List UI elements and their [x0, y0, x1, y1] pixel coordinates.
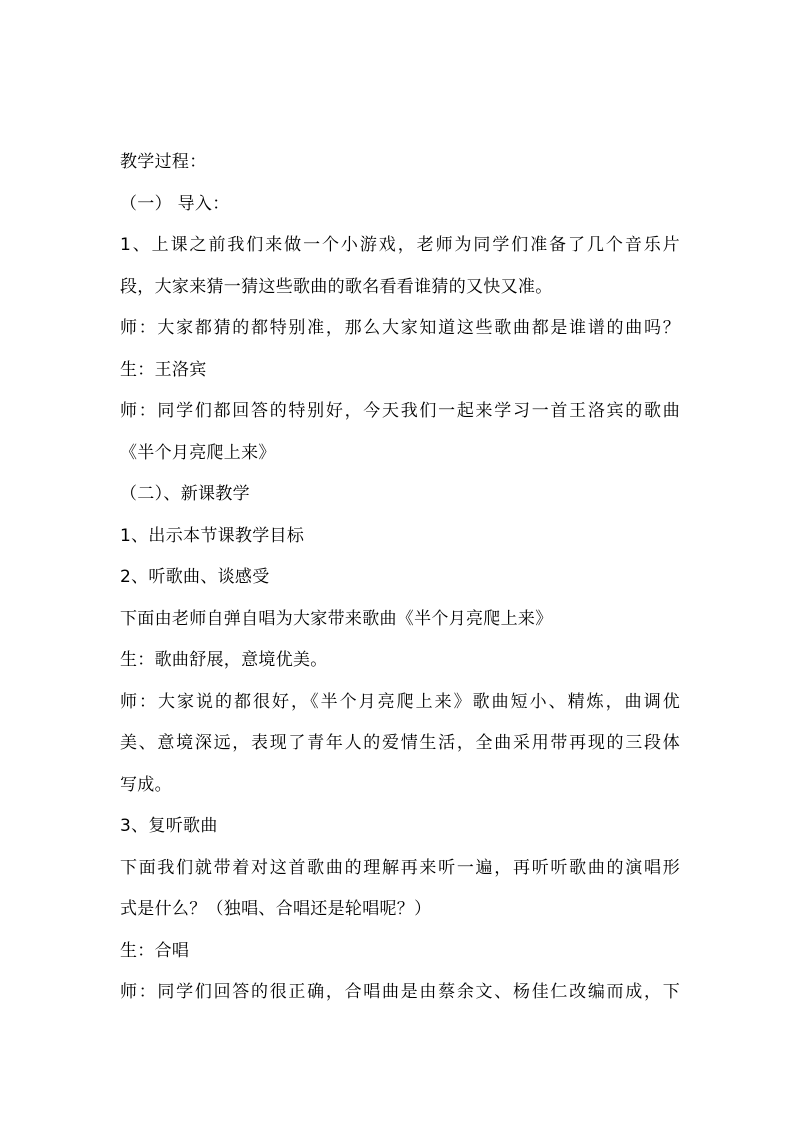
paragraph-line: 师：同学们回答的很正确，合唱曲是由蔡余文、杨佳仁改编而成，下 — [120, 982, 680, 1002]
subsection-heading-new-lesson: （二）、新课教学 — [120, 484, 250, 504]
paragraph-line: 下面由老师自弹自唱为大家带来歌曲《半个月亮爬上来》 — [120, 608, 553, 629]
subsection-heading-intro: （一） 导入： — [120, 193, 230, 214]
paragraph-line: 式是什么？（独唱、合唱还是轮唱呢？） — [120, 899, 432, 919]
paragraph-line: 1、上课之前我们来做一个小游戏，老师为同学们准备了几个音乐片 — [120, 235, 680, 255]
paragraph-line: 师：同学们都回答的特别好，今天我们一起来学习一首王洛宾的歌曲 — [120, 401, 680, 421]
paragraph-line: 生：合唱 — [120, 940, 190, 961]
paragraph-line: 段，大家来猜一猜这些歌曲的歌名看看谁猜的又快又准。 — [120, 276, 553, 297]
paragraph-line: 师：大家说的都很好，《半个月亮爬上来》歌曲短小、精炼，曲调优 — [120, 691, 680, 712]
paragraph-line: 2、听歌曲、谈感受 — [120, 567, 270, 587]
paragraph-line: 3、复听歌曲 — [120, 816, 218, 836]
paragraph-line: 师：大家都猜的都特别准，那么大家知道这些歌曲都是谁谱的曲吗？ — [120, 318, 680, 338]
paragraph-line: 生：王洛宾 — [120, 359, 207, 380]
paragraph-line: 美、意境深远，表现了青年人的爱情生活，全曲采用带再现的三段体 — [120, 733, 680, 753]
paragraph-line: 下面我们就带着对这首歌曲的理解再来听一遍，再听听歌曲的演唱形 — [120, 857, 680, 878]
paragraph-line: 生：歌曲舒展，意境优美。 — [120, 650, 328, 670]
paragraph-line: 《半个月亮爬上来》 — [120, 442, 276, 463]
document-body — [120, 142, 680, 1014]
section-heading-teaching-process: 教学过程： — [120, 152, 207, 172]
paragraph-line: 写成。 — [120, 774, 172, 795]
paragraph-line: 1、出示本节课教学目标 — [120, 525, 305, 546]
